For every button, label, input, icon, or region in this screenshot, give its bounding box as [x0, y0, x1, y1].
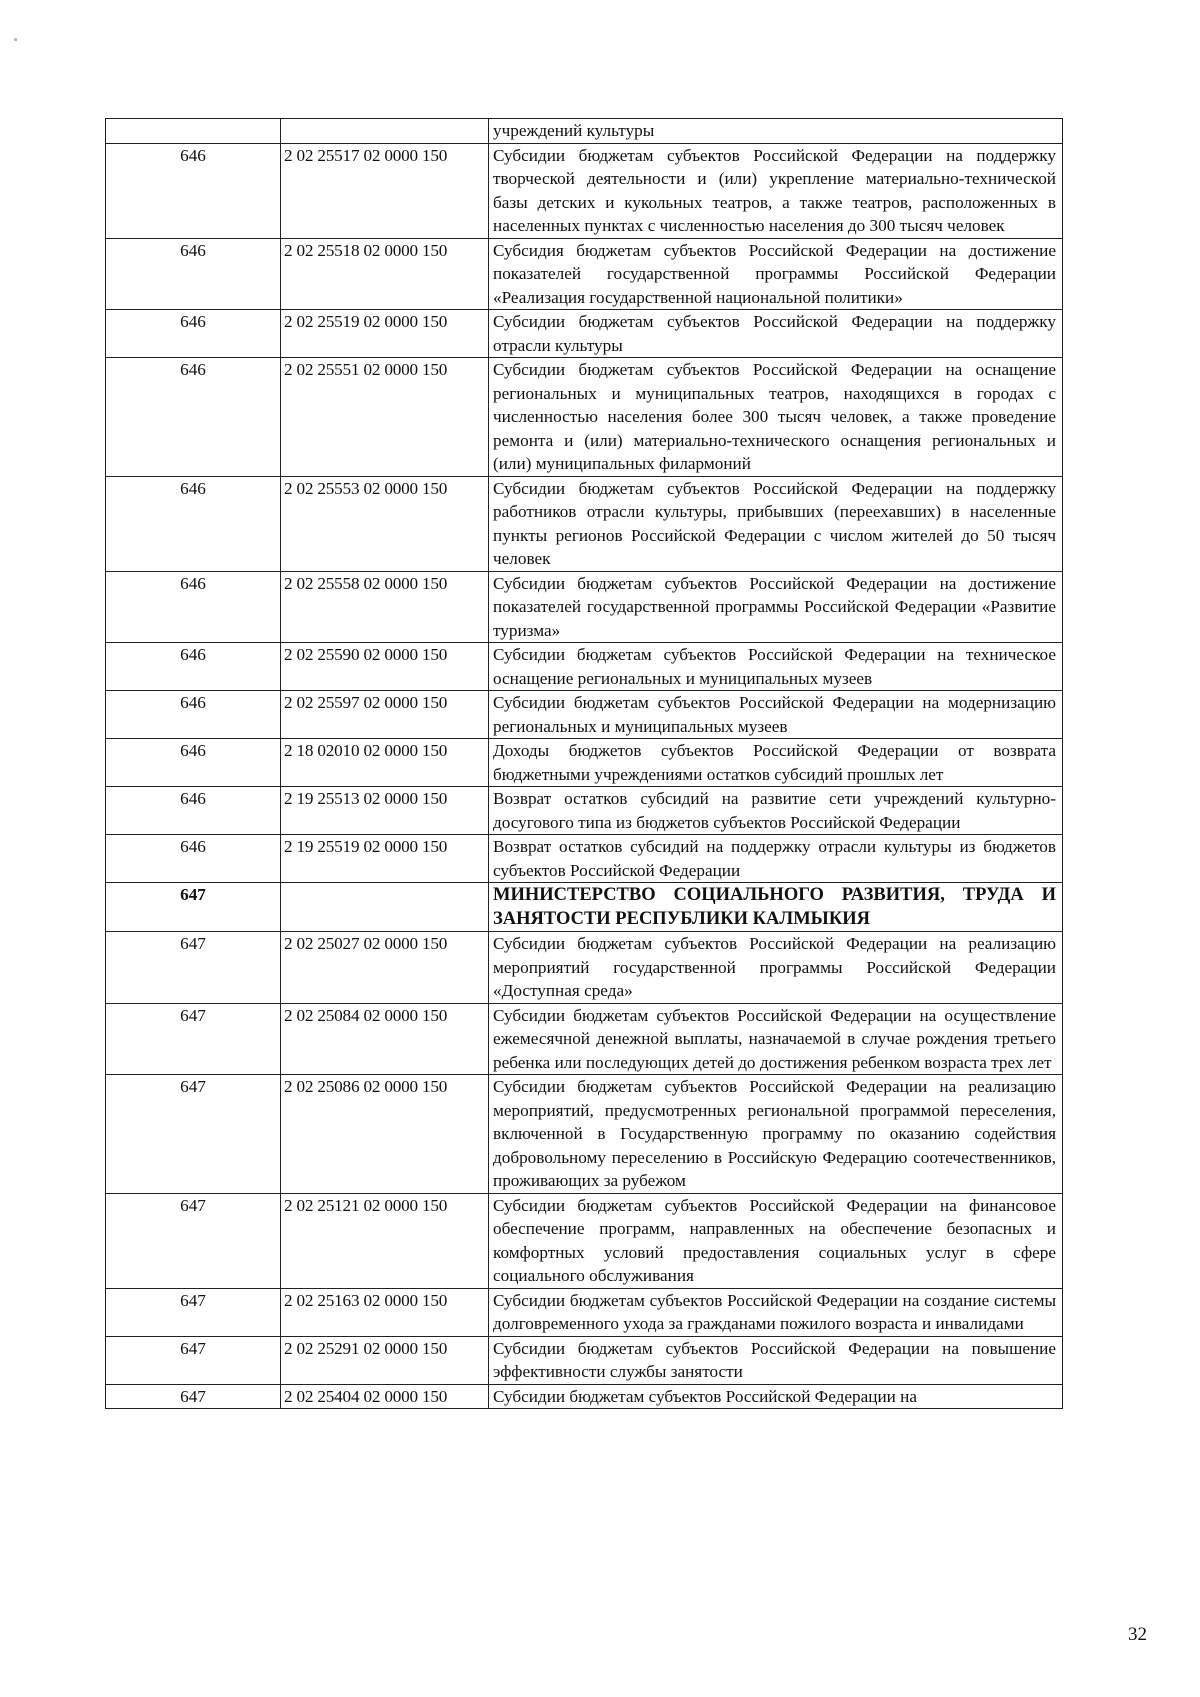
income-name-cell: Доходы бюджетов субъектов Российской Федерации от возврата бюджетными учреждениями остатков субсидий прошлых лет: [489, 739, 1063, 787]
admin-code-cell: 646: [106, 571, 281, 643]
income-name-cell: Субсидии бюджетам субъектов Российской Федерации на поддержку творческой деятельности и (или) укрепление материально-технической базы детских и кукольных театров, а также театров, расположенных в населенных пунктах с численностью населения до 300 тысяч человек: [489, 143, 1063, 238]
admin-code-cell: 646: [106, 835, 281, 883]
income-name-cell: Субсидии бюджетам субъектов Российской Федерации на техническое оснащение региональных и муниципальных музеев: [489, 643, 1063, 691]
table-row: [106, 143, 1063, 238]
income-name-cell: Субсидии бюджетам субъектов Российской Федерации на повышение эффективности службы занятости: [489, 1336, 1063, 1384]
table-row: [106, 932, 1063, 1004]
kbk-code-cell: 2 02 25519 02 0000 150: [281, 310, 489, 358]
admin-code-cell: 647: [106, 1003, 281, 1075]
admin-code-cell: 647: [106, 1384, 281, 1409]
kbk-code-cell: 2 02 25558 02 0000 150: [281, 571, 489, 643]
table-row: [106, 787, 1063, 835]
kbk-code-cell: 2 19 25513 02 0000 150: [281, 787, 489, 835]
scan-artifact-dot: [14, 38, 17, 41]
admin-code-cell: 646: [106, 310, 281, 358]
kbk-code-cell: 2 02 25086 02 0000 150: [281, 1075, 489, 1194]
kbk-code-cell: 2 02 25590 02 0000 150: [281, 643, 489, 691]
admin-code-cell: 646: [106, 787, 281, 835]
kbk-code-cell: 2 18 02010 02 0000 150: [281, 739, 489, 787]
admin-code-cell: 646: [106, 476, 281, 571]
table-row: [106, 739, 1063, 787]
kbk-code-cell: 2 02 25121 02 0000 150: [281, 1193, 489, 1288]
kbk-code-cell: 2 19 25519 02 0000 150: [281, 835, 489, 883]
kbk-code-cell: 2 02 25553 02 0000 150: [281, 476, 489, 571]
table-row: [106, 1003, 1063, 1075]
table-row: [106, 1288, 1063, 1336]
admin-code-cell: 647: [106, 1336, 281, 1384]
page-number: 32: [1128, 1624, 1147, 1645]
kbk-code-cell: [281, 119, 489, 144]
income-name-cell: Субсидии бюджетам субъектов Российской Федерации на поддержку отрасли культуры: [489, 310, 1063, 358]
table-row: [106, 358, 1063, 477]
kbk-code-cell: 2 02 25027 02 0000 150: [281, 932, 489, 1004]
income-name-cell: учреждений культуры: [489, 119, 1063, 144]
income-name-cell: Субсидии бюджетам субъектов Российской Федерации на поддержку работников отрасли культуры, прибывших (переехавших) в населенные пункты регионов Российской Федерации с числом жителей до 50 тысяч человек: [489, 476, 1063, 571]
admin-code-cell: [106, 119, 281, 144]
admin-code-cell: 646: [106, 238, 281, 310]
admin-code-cell: 647: [106, 883, 281, 932]
admin-code-cell: 646: [106, 143, 281, 238]
income-name-cell: Субсидии бюджетам субъектов Российской Федерации на создание системы долговременного ухода за гражданами пожилого возраста и инвалидами: [489, 1288, 1063, 1336]
kbk-code-cell: 2 02 25291 02 0000 150: [281, 1336, 489, 1384]
table-row: [106, 1384, 1063, 1409]
kbk-code-cell: 2 02 25163 02 0000 150: [281, 1288, 489, 1336]
table-row: [106, 1336, 1063, 1384]
kbk-code-cell: 2 02 25551 02 0000 150: [281, 358, 489, 477]
admin-code-cell: 647: [106, 1075, 281, 1194]
table-row: [106, 1193, 1063, 1288]
admin-code-cell: 646: [106, 739, 281, 787]
kbk-code-cell: 2 02 25517 02 0000 150: [281, 143, 489, 238]
table-row: [106, 571, 1063, 643]
table-row: [106, 310, 1063, 358]
table-row: [106, 1075, 1063, 1194]
budget-classification-table: [105, 118, 1063, 1409]
income-name-cell: Субсидии бюджетам субъектов Российской Федерации на осуществление ежемесячной денежной выплаты, назначаемой в случае рождения третьего ребенка или последующих детей до достижения ребенком возраста трех лет: [489, 1003, 1063, 1075]
income-name-cell: Субсидии бюджетам субъектов Российской Федерации на финансовое обеспечение программ, направленных на обеспечение безопасных и комфортных условий предоставления социальных услуг в сфере социального обслуживания: [489, 1193, 1063, 1288]
kbk-code-cell: 2 02 25084 02 0000 150: [281, 1003, 489, 1075]
income-name-cell: Субсидии бюджетам субъектов Российской Федерации на реализацию мероприятий государственной программы Российской Федерации «Доступная среда»: [489, 932, 1063, 1004]
admin-code-cell: 647: [106, 932, 281, 1004]
table-row: [106, 691, 1063, 739]
income-name-cell: Субсидии бюджетам субъектов Российской Федерации на оснащение региональных и муниципальных театров, находящихся в городах с численностью населения более 300 тысяч человек, а также проведение ремонта и (или) материально-технического оснащения региональных и (или) муниципальных филармоний: [489, 358, 1063, 477]
admin-code-cell: 647: [106, 1193, 281, 1288]
income-name-cell: Возврат остатков субсидий на развитие сети учреждений культурно-досугового типа из бюджетов субъектов Российской Федерации: [489, 787, 1063, 835]
kbk-code-cell: 2 02 25597 02 0000 150: [281, 691, 489, 739]
income-name-cell: Субсидии бюджетам субъектов Российской Федерации на модернизацию региональных и муниципальных музеев: [489, 691, 1063, 739]
table-row: [106, 835, 1063, 883]
income-name-cell: Субсидии бюджетам субъектов Российской Федерации на: [489, 1384, 1063, 1409]
ministry-name-cell: МИНИСТЕРСТВО СОЦИАЛЬНОГО РАЗВИТИЯ, ТРУДА И ЗАНЯТОСТИ РЕСПУБЛИКИ КАЛМЫКИЯ: [489, 883, 1063, 932]
admin-code-cell: 647: [106, 1288, 281, 1336]
admin-code-cell: 646: [106, 691, 281, 739]
kbk-code-cell: 2 02 25404 02 0000 150: [281, 1384, 489, 1409]
income-name-cell: Субсидии бюджетам субъектов Российской Федерации на реализацию мероприятий, предусмотренных региональной программой переселения, включенной в Государственную программу по оказанию содействия добровольному переселению в Российскую Федерацию соотечественников, проживающих за рубежом: [489, 1075, 1063, 1194]
table-body: [106, 119, 1063, 1409]
admin-code-cell: 646: [106, 358, 281, 477]
admin-code-cell: 646: [106, 643, 281, 691]
income-name-cell: Возврат остатков субсидий на поддержку отрасли культуры из бюджетов субъектов Российской Федерации: [489, 835, 1063, 883]
income-name-cell: Субсидии бюджетам субъектов Российской Федерации на достижение показателей государственной программы Российской Федерации «Развитие туризма»: [489, 571, 1063, 643]
table-row: [106, 119, 1063, 144]
table-row: [106, 476, 1063, 571]
table-row: [106, 238, 1063, 310]
table-row: [106, 643, 1063, 691]
income-name-cell: Субсидия бюджетам субъектов Российской Федерации на достижение показателей государственной программы Российской Федерации «Реализация государственной национальной политики»: [489, 238, 1063, 310]
kbk-code-cell: 2 02 25518 02 0000 150: [281, 238, 489, 310]
kbk-code-cell: [281, 883, 489, 932]
ministry-heading-row: [106, 883, 1063, 932]
